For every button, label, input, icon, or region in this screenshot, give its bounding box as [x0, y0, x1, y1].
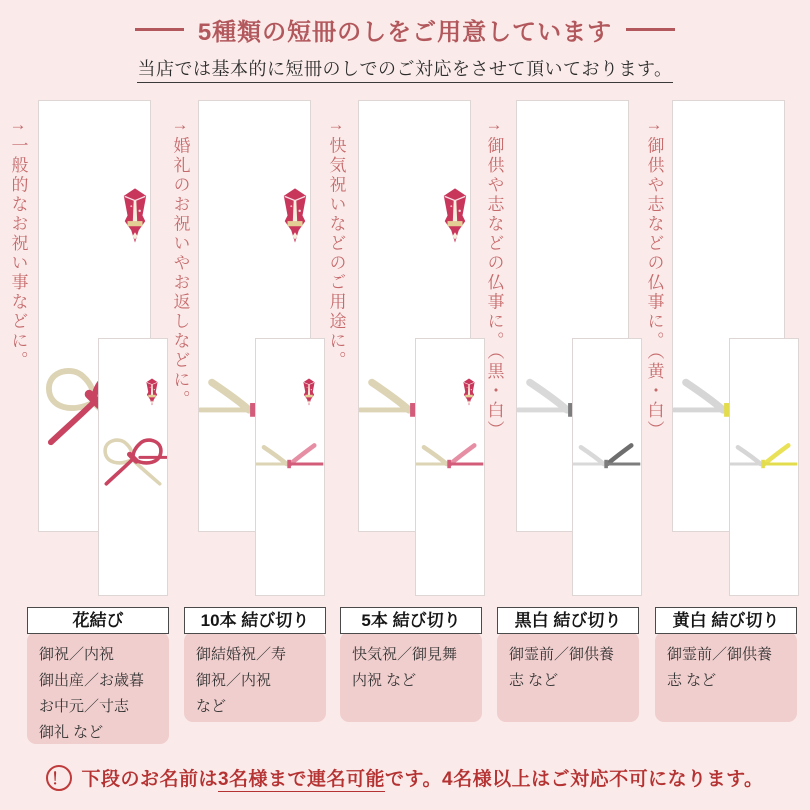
knot-type-label: 10本 結び切り: [184, 607, 326, 634]
use-case-line: 御霊前／御供養: [667, 646, 773, 663]
use-case-line: 志 など: [509, 672, 559, 689]
knot-type-label: 黄白 結び切り: [655, 607, 797, 634]
noshi-card-small: [415, 338, 485, 596]
use-case-line: 御結婚祝／寿: [196, 646, 287, 663]
column-hana-musubi: [8, 0, 172, 810]
use-case-line: 志 など: [667, 672, 717, 689]
noshi-card-small: [572, 338, 642, 596]
noshi-card-small: [98, 338, 168, 596]
usage-vertical-note: [644, 115, 664, 595]
usage-vertical-note: [484, 115, 504, 595]
noshi-card-small: [255, 338, 325, 596]
use-case-box: [655, 632, 797, 722]
subtitle: 当店では基本的に短冊のしでのご対応をさせて頂いております。: [137, 59, 672, 83]
mizuhiki-musubikiri-knot-icon: [416, 431, 484, 491]
right-arrow-icon: →: [8, 115, 28, 137]
mizuhiki-musubikiri-knot-icon: [730, 431, 798, 491]
use-case-line: 御礼 など: [39, 724, 104, 741]
usage-vertical-note: [170, 115, 190, 595]
mizuhiki-musubikiri-knot-icon: [573, 431, 641, 491]
column-musubikiri-5: [326, 0, 485, 810]
knot-type-label: 黒白 結び切り: [497, 607, 639, 634]
use-case-box: [340, 632, 482, 722]
column-musubikiri-kurosiro: [484, 0, 642, 810]
noshi-card-small: [729, 338, 799, 596]
use-case-line: 快気祝／御見舞: [352, 646, 458, 663]
usage-vertical-text: 快気祝いなどのご用途に。: [326, 136, 346, 371]
noshi-ornament-icon: [302, 378, 316, 406]
noshi-ornament-icon: [121, 187, 149, 244]
column-musubikiri-kijiro: [644, 0, 800, 810]
right-arrow-icon: →: [326, 115, 346, 137]
use-case-line: 御祝／内祝: [196, 672, 272, 689]
use-case-line: 御祝／内祝: [39, 646, 115, 663]
usage-vertical-text: 一般的なお祝い事などに。: [8, 136, 28, 371]
footer-text: 下段のお名前は3名様まで連名可能です。4名様以上はご対応不可になります。: [81, 769, 764, 790]
noshi-ornament-icon: [281, 187, 309, 244]
use-case-line: お中元／寸志: [39, 698, 130, 715]
use-case-line: 御出産／お歳暮: [39, 672, 145, 689]
footer-underlined-text: 3名様まで連名可能: [217, 769, 386, 790]
page-title: 5種類の短冊のしをご用意しています: [197, 19, 613, 46]
right-arrow-icon: →: [484, 115, 504, 137]
usage-vertical-text: 婚礼のお祝いやお返しなどに。: [170, 136, 190, 410]
noshi-ornament-icon: [145, 378, 159, 406]
usage-vertical-note: [326, 115, 346, 595]
usage-vertical-note: [8, 115, 28, 595]
mizuhiki-musubikiri-knot-icon: [256, 431, 324, 491]
use-case-line: など: [196, 698, 227, 715]
footer-note: [0, 764, 810, 791]
mizuhiki-hana-knot-icon: [99, 431, 167, 491]
knot-type-label: 5本 結び切り: [340, 607, 482, 634]
usage-vertical-text: 御供や志などの仏事に。（黒・白）: [484, 136, 504, 440]
use-case-line: 内祝 など: [352, 672, 417, 689]
exclamation-circle-icon: ！: [46, 765, 72, 791]
right-arrow-icon: →: [170, 115, 190, 137]
use-case-box: [497, 632, 639, 722]
noshi-ornament-icon: [462, 378, 476, 406]
use-case-line: 御霊前／御供養: [509, 646, 615, 663]
usage-vertical-text: 御供や志などの仏事に。（黄・白）: [644, 136, 664, 440]
right-arrow-icon: →: [644, 115, 664, 137]
noshi-ornament-icon: [441, 187, 469, 244]
knot-type-label: 花結び: [27, 607, 169, 634]
use-case-box: [184, 632, 326, 722]
use-case-box: [27, 632, 169, 744]
column-musubikiri-10: [170, 0, 329, 810]
